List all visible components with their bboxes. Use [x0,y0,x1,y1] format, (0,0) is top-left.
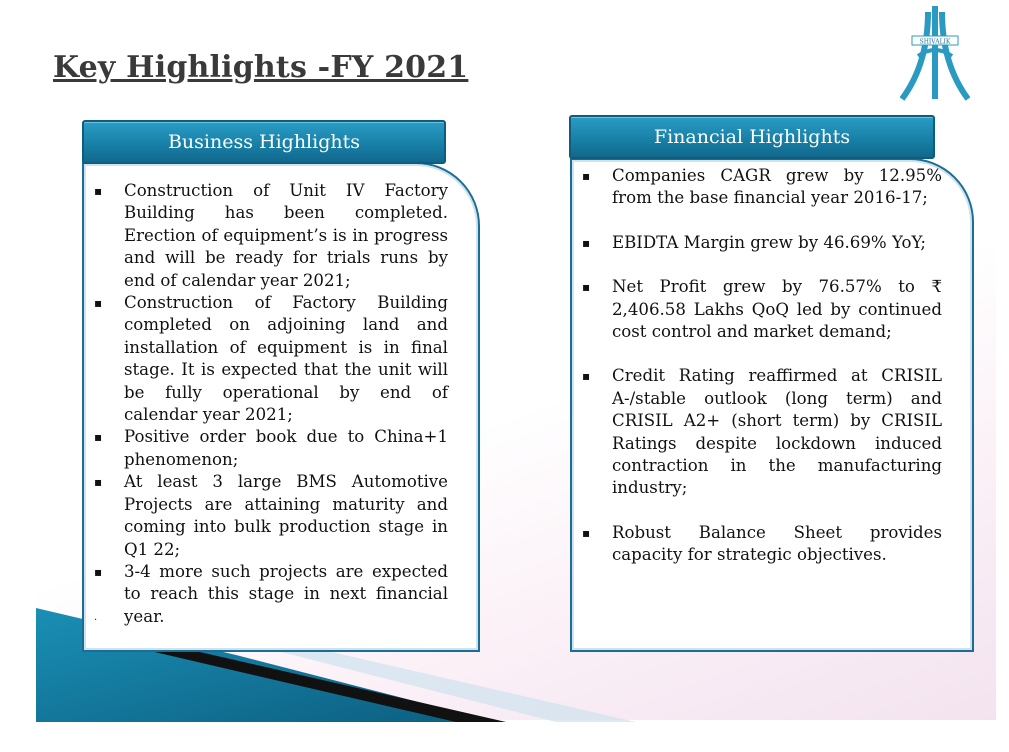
bullet-icon: ▪ [94,184,103,198]
list-item: ▪ At least 3 large BMS Automotive Projects are attaining maturity and coming into bulk production stage in Q1 22; [94,472,448,559]
bullet-icon: ▪ [582,235,591,250]
list-item: ▪ Construction of Unit IV Factory Building has been completed. Erection of equipment’s is in progress and will be ready for trials runs by end of calendar year 2021; [94,181,448,290]
list-item: ▪ Robust Balance Sheet provides capacity for strategic objectives. [582,522,942,565]
bullet-icon: ▪ [582,280,591,295]
list-item: ▪ Construction of Factory Building completed on adjoining land and installation of equipment is in final stage. It is expected that the unit will be fully operational by end of calendar year 2021; [94,293,448,425]
trailing-dot: . [94,612,98,623]
page-title: Key Highlights -FY 2021 [53,50,469,85]
list-item: ▪ 3-4 more such projects are expected to reach this stage in next financial year. [94,561,448,626]
list-item: ▪ Positive order book due to China+1 phenomenon; [94,427,448,469]
bullet-icon: ▪ [582,525,591,540]
bullet-icon: ▪ [94,430,103,445]
bullet-icon: ▪ [582,169,591,183]
business-header: Business Highlights [82,120,446,164]
logo-text: SHIVALIK [919,38,951,46]
bullet-icon: ▪ [94,564,103,579]
financial-header: Financial Highlights [569,115,935,159]
list-item: ▪ Net Profit grew by 76.57% to ₹ 2,406.58 Lakhs QoQ led by continued cost control and market demand; [582,277,942,342]
financial-list [572,165,942,589]
bullet-icon: ▪ [582,369,591,384]
bullet-icon: ▪ [94,296,103,311]
business-list [84,180,448,628]
list-item: ▪ Companies CAGR grew by 12.95% from the base financial year 2016-17; [582,166,942,208]
bullet-icon: ▪ [94,475,103,490]
company-logo [898,4,972,104]
list-item: ▪ EBIDTA Margin grew by 46.69% YoY; [582,232,926,252]
list-item: ▪ Credit Rating reaffirmed at CRISIL A-/stable outlook (long term) and CRISIL A2+ (short term) by CRISIL Ratings despite lockdown induced contraction in the manufacturing industry; [582,366,942,498]
